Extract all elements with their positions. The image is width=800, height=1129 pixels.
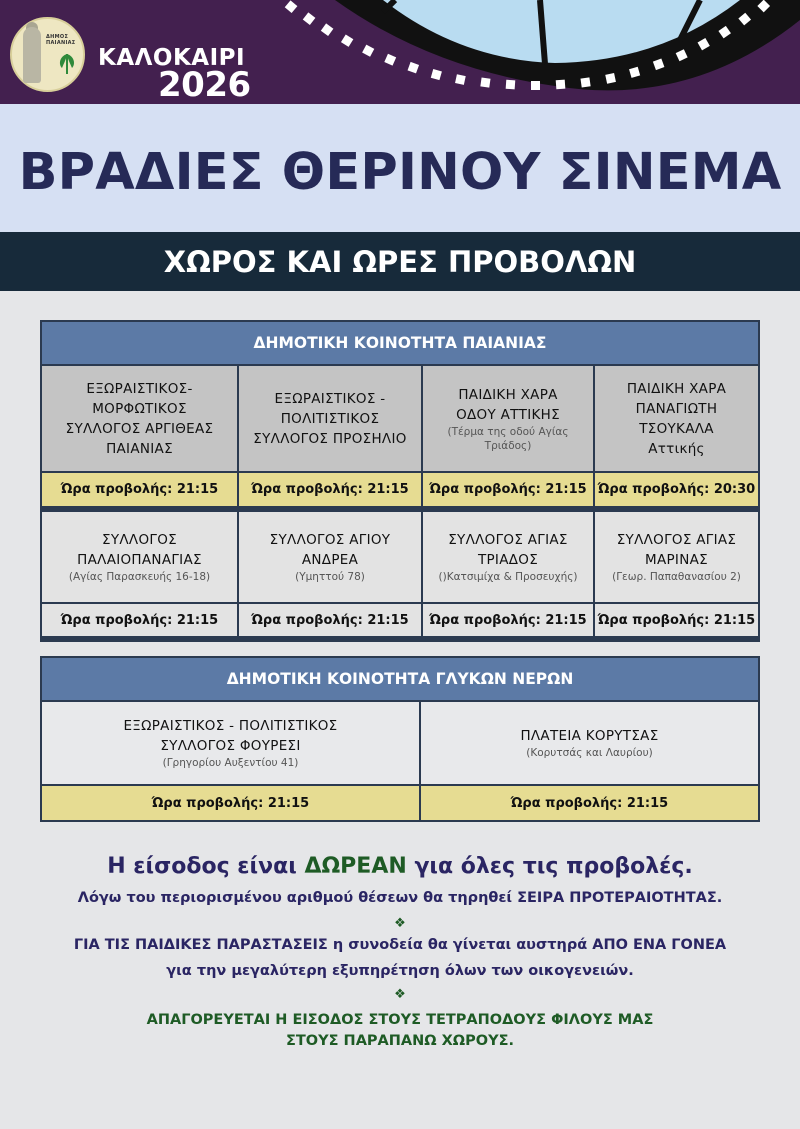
screening-time: Ώρα προβολής: 21:15 — [42, 473, 237, 506]
paiania-heading: ΔΗΜΟΤΙΚΗ ΚΟΙΝΟΤΗΤΑ ΠΑΙΑΝΙΑΣ — [42, 322, 758, 364]
venue-address: (Υμηττού 78) — [295, 571, 365, 583]
pets-notice-line2: ΣΤΟΥΣ ΠΑΡΑΠΑΝΩ ΧΩΡΟΥΣ. — [285, 1033, 515, 1049]
free-entry-notice: Η είσοδος είναι ΔΩΡΕΑΝ για όλες τις προβολές. — [107, 854, 693, 879]
venue-name: ΠΑΙΔΙΚΗ ΧΑΡΑ ΟΔΟΥ ΑΤΤΙΚΗΣ — [456, 386, 560, 423]
venue-name: ΣΥΛΛΟΓΟΣ ΑΓΙΑΣ ΤΡΙΑΔΟΣ — [448, 532, 568, 568]
page-title: ΒΡΑΔΙΕΣ ΘΕΡΙΝΟΥ ΣΙΝΕΜΑ — [18, 143, 782, 202]
venue-cell — [595, 512, 758, 602]
venue-name: ΣΥΛΛΟΓΟΣ ΑΓΙΑΣ ΜΑΡΙΝΑΣ — [616, 532, 737, 568]
venue-cell — [423, 366, 593, 471]
venue-cell — [42, 512, 237, 602]
venue-name: ΕΞΩΡΑΙΣΤΙΚΟΣ - ΠΟΛΙΤΙΣΤΙΚΟΣ ΣΥΛΛΟΓΟΣ ΠΡΟΣΗΛΙΟ — [253, 390, 407, 447]
venue-cell — [42, 702, 419, 784]
screening-time: Ώρα προβολής: 21:15 — [423, 473, 593, 506]
venue-cell — [239, 366, 421, 471]
venue-address: (Αγίας Παρασκευής 16-18) — [68, 571, 211, 583]
venue-address: (Τέρμα της οδού Αγίας Τριάδος) — [447, 425, 569, 452]
screening-time: Ώρα προβολής: 21:15 — [595, 604, 758, 636]
bullet-icon: ❖ — [394, 916, 406, 931]
venue-address: (Κορυτσάς και Λαυρίου) — [526, 747, 653, 759]
kids-notice-line2: για την μεγαλύτερη εξυπηρέτηση όλων των οικογενειών. — [166, 963, 634, 979]
venue-cell — [423, 512, 593, 602]
free-word: ΔΩΡΕΑΝ — [304, 854, 407, 879]
pets-notice-line1: ΑΠΑΓΟΡΕΥΕΤΑΙ Η ΕΙΣΟΔΟΣ ΣΤΟΥΣ ΤΕΤΡΑΠΟΔΟΥΣ ΦΙΛΟΥΣ ΜΑΣ — [146, 1012, 654, 1028]
bullet-icon: ❖ — [394, 987, 406, 1002]
venue-name: ΠΑΙΔΙΚΗ ΧΑΡΑ ΠΑΝΑΓΙΩΤΗ ΤΣΟΥΚΑΛΑ Αττικής — [626, 380, 727, 457]
venue-name: ΣΥΛΛΟΓΟΣ ΑΓΙΟΥ ΑΝΔΡΕΑ — [269, 532, 391, 568]
venue-name: ΠΛΑΤΕΙΑ ΚΟΡΥΤΣΑΣ — [520, 728, 659, 744]
venue-name: ΕΞΩΡΑΙΣΤΙΚΟΣ - ΠΟΛΙΤΙΣΤΙΚΟΣ ΣΥΛΛΟΓΟΣ ΦΟΥΡΕΣΙ — [123, 718, 338, 754]
screening-time: Ώρα προβολής: 21:15 — [423, 604, 593, 636]
header-banner — [0, 0, 800, 104]
leaf-icon — [56, 52, 78, 76]
kids-notice-line1: ΓΙΑ ΤΙΣ ΠΑΙΔΙΚΕΣ ΠΑΡΑΣΤΑΣΕΙΣ η συνοδεία θα γίνεται αυστηρά ΑΠΟ ΕΝΑ ΓΟΝΕΑ — [73, 937, 727, 953]
venue-name: ΕΞΩΡΑΙΣΤΙΚΟΣ- ΜΟΡΦΩΤΙΚΟΣ ΣΥΛΛΟΓΟΣ ΑΡΓΙΘΕΑΣ ΠΑΙΑΝΙΑΣ — [65, 380, 214, 457]
screening-time: Ώρα προβολής: 20:30 — [595, 473, 758, 506]
venue-cell — [42, 366, 237, 471]
screening-time: Ώρα προβολής: 21:15 — [421, 786, 758, 820]
priority-notice: Λόγω του περιορισμένου αριθμού θέσεων θα τηρηθεί ΣΕΙΡΑ ΠΡΟΤΕΡΑΙΟΤΗΤΑΣ. — [77, 890, 723, 906]
venue-name: ΣΥΛΛΟΓΟΣ ΠΑΛΑΙΟΠΑΝΑΓΙΑΣ — [77, 532, 202, 568]
venue-cell — [595, 366, 758, 471]
glyka-nera-heading: ΔΗΜΟΤΙΚΗ ΚΟΙΝΟΤΗΤΑ ΓΛΥΚΩΝ ΝΕΡΩΝ — [42, 658, 758, 700]
venue-address: ()Κατσιμίχα & Προσευχής) — [438, 571, 578, 583]
screening-time: Ώρα προβολής: 21:15 — [42, 786, 419, 820]
glyka-nera-table — [40, 656, 760, 822]
page-subtitle: ΧΩΡΟΣ ΚΑΙ ΩΡΕΣ ΠΡΟΒΟΛΩΝ — [163, 245, 637, 279]
venue-address: (Γεωρ. Παπαθανασίου 2) — [612, 571, 741, 583]
screening-time: Ώρα προβολής: 21:15 — [42, 604, 237, 636]
season-label: ΚΑΛΟΚΑΙΡΙ — [98, 45, 246, 71]
venue-address: (Γρηγορίου Αυξεντίου 41) — [162, 757, 299, 769]
year-label: 2026 — [158, 65, 251, 104]
venue-cell — [239, 512, 421, 602]
paiania-table — [40, 320, 760, 642]
municipality-logo: ΔΗΜΟΣ ΠΑΙΑΝΙΑΣ — [10, 17, 85, 92]
screening-time: Ώρα προβολής: 21:15 — [239, 473, 421, 506]
screening-time: Ώρα προβολής: 21:15 — [239, 604, 421, 636]
venue-cell — [421, 702, 758, 784]
